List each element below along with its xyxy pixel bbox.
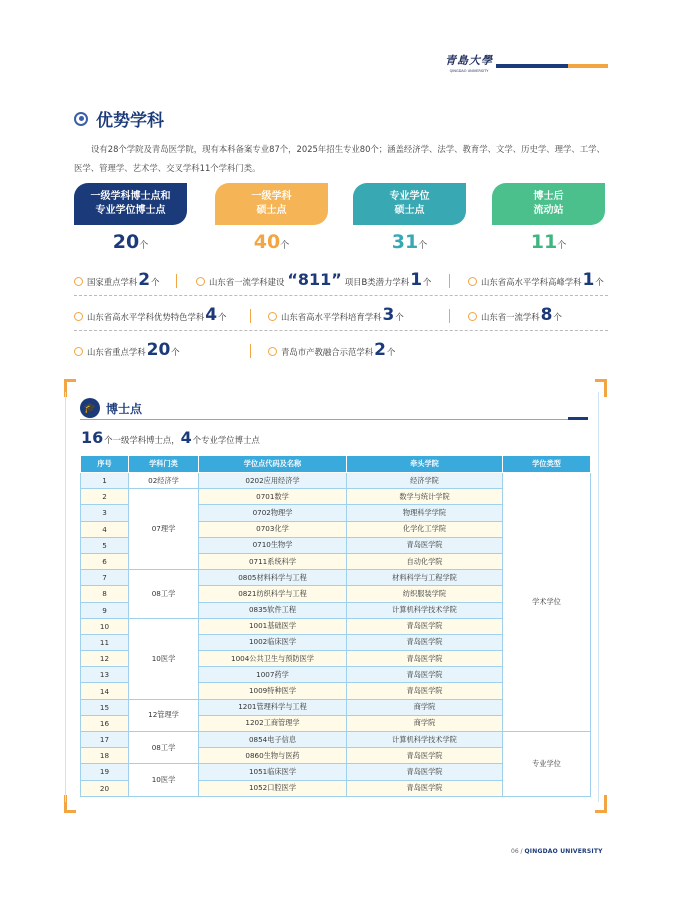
- card-label-line2: 硕士点: [256, 205, 287, 216]
- category-count-phd: [74, 231, 187, 253]
- cell-no: 2: [81, 489, 129, 505]
- cell-category: 07理学: [129, 489, 199, 570]
- circle-bullet-icon: [196, 277, 205, 286]
- cell-no: 20: [81, 780, 129, 796]
- header-bar-navy: [496, 64, 568, 68]
- cell-college: 商学院: [347, 699, 503, 715]
- cell-code: 0703化学: [199, 521, 347, 537]
- stat-label-suffix: 项目B类潜力学科: [344, 277, 410, 287]
- cell-no: 5: [81, 537, 129, 553]
- cell-category: 12管理学: [129, 699, 199, 731]
- university-logo: [443, 52, 495, 73]
- category-card-professional-master: [353, 183, 466, 225]
- stat-label: 山东省一流学科建设: [209, 277, 285, 287]
- header-bar-orange: [568, 64, 608, 68]
- stat-number: 2: [138, 270, 151, 290]
- cell-college: 计算机科学技术学院: [347, 732, 503, 748]
- count-number: 31: [391, 231, 419, 253]
- cell-college: 化学化工学院: [347, 521, 503, 537]
- circle-bullet-icon: [468, 312, 477, 321]
- cell-no: 10: [81, 618, 129, 634]
- stat-number: 1: [410, 270, 423, 290]
- stat-label: 山东省重点学科: [87, 347, 146, 357]
- cell-no: 17: [81, 732, 129, 748]
- col-header: 牵头学院: [347, 456, 503, 473]
- phd-rule: [80, 419, 570, 420]
- cell-code: 1009特种医学: [199, 683, 347, 699]
- separator: [449, 274, 450, 288]
- circle-bullet-icon: [74, 347, 83, 356]
- cell-college: 青岛医学院: [347, 764, 503, 780]
- cell-code: 0202应用经济学: [199, 473, 347, 489]
- table-header-row: [81, 456, 591, 473]
- cell-code: 0702物理学: [199, 505, 347, 521]
- cell-college: 青岛医学院: [347, 634, 503, 650]
- category-card-phd: [74, 183, 187, 225]
- stat-unit: 个: [553, 312, 562, 322]
- category-card-master: [215, 183, 328, 225]
- cell-code: 1201管理科学与工程: [199, 699, 347, 715]
- cell-college: 数学与统计学院: [347, 489, 503, 505]
- stat-label: 山东省高水平学科培育学科: [281, 312, 382, 322]
- phd-summary: [80, 428, 260, 447]
- stat-national-key: [74, 270, 159, 290]
- cell-college: 材料科学与工程学院: [347, 570, 503, 586]
- stat-unit: 个: [218, 312, 227, 322]
- cell-college: 青岛医学院: [347, 667, 503, 683]
- stat-number: 3: [382, 305, 395, 325]
- cell-code: 0701数学: [199, 489, 347, 505]
- circle-bullet-icon: [268, 312, 277, 321]
- cell-no: 19: [81, 764, 129, 780]
- cell-college: 青岛医学院: [347, 618, 503, 634]
- circle-bullet-icon: [268, 347, 277, 356]
- phd-count-professional: 4: [180, 428, 192, 447]
- section-heading: [74, 106, 164, 131]
- logo-english: QINGDAO UNIVERSITY: [449, 69, 489, 73]
- cell-code: 1202工商管理学: [199, 715, 347, 731]
- cell-college: 青岛医学院: [347, 748, 503, 764]
- phd-table: [80, 455, 591, 797]
- cell-college: 青岛医学院: [347, 780, 503, 796]
- card-label-line1: 一级学科博士点和: [90, 191, 171, 202]
- cell-college: 青岛医学院: [347, 651, 503, 667]
- intro-paragraph: 设有28个学院及青岛医学院，现有本科备案专业87个，2025年招生专业80个；涵盖经济学、法学、教育学、文学、历史学、理学、工学、医学、管理学、艺术学、交叉学科11个学科门类。: [74, 144, 605, 173]
- separator: [449, 309, 450, 323]
- cell-degree-type: 学术学位: [503, 473, 591, 732]
- cell-no: 4: [81, 521, 129, 537]
- cell-code: 1004公共卫生与预防医学: [199, 651, 347, 667]
- circle-bullet-icon: [74, 312, 83, 321]
- cell-no: 12: [81, 651, 129, 667]
- cell-category: 08工学: [129, 732, 199, 764]
- cell-category: 08工学: [129, 570, 199, 619]
- stat-highlight: “811”: [287, 270, 342, 289]
- frame-line: [598, 392, 599, 802]
- phd-summary-text: 个一级学科博士点，: [104, 435, 180, 445]
- cell-no: 16: [81, 715, 129, 731]
- card-label-line2: 流动站: [533, 205, 564, 216]
- cell-no: 11: [81, 634, 129, 650]
- cell-college: 经济学院: [347, 473, 503, 489]
- col-header: 学位类型: [503, 456, 591, 473]
- stat-peak-discipline: [468, 270, 604, 290]
- count-unit: 个: [418, 241, 428, 251]
- cell-no: 13: [81, 667, 129, 683]
- col-header: 序号: [81, 456, 129, 473]
- stat-number: 8: [540, 305, 553, 325]
- separator: [176, 274, 177, 288]
- card-label-line1: 博士后: [533, 191, 564, 202]
- logo-chinese: 青島大學: [445, 54, 493, 67]
- cell-code: 0835软件工程: [199, 602, 347, 618]
- stat-unit: 个: [386, 347, 396, 357]
- cell-college: 自动化学院: [347, 553, 503, 569]
- category-count-postdoc: [492, 231, 605, 253]
- page-footer: [511, 848, 603, 855]
- stat-integration-demo: [268, 340, 395, 360]
- section-title: 优势学科: [96, 111, 164, 131]
- card-label-line2: 专业学位博士点: [95, 205, 166, 216]
- dotted-divider: [74, 295, 608, 296]
- category-count-professional-master: [353, 231, 466, 253]
- cell-college: 商学院: [347, 715, 503, 731]
- cell-code: 1052口腔医学: [199, 780, 347, 796]
- stat-label: 国家重点学科: [87, 277, 138, 287]
- count-unit: 个: [557, 241, 567, 251]
- phd-count-academic: 16: [81, 428, 104, 447]
- stat-province-first-class: [468, 305, 562, 325]
- cell-no: 3: [81, 505, 129, 521]
- phd-title: 博士点: [106, 401, 143, 416]
- cell-no: 15: [81, 699, 129, 715]
- cell-no: 18: [81, 748, 129, 764]
- stat-advantage: [74, 305, 226, 325]
- stat-unit: 个: [423, 277, 432, 287]
- card-label-line1: 一级学科: [251, 191, 292, 202]
- cell-code: 0805材料科学与工程: [199, 570, 347, 586]
- stat-unit: 个: [395, 312, 404, 322]
- stat-number: 20: [146, 340, 171, 360]
- card-label-line1: 专业学位: [389, 191, 430, 202]
- cell-category: 10医学: [129, 764, 199, 796]
- cell-no: 1: [81, 473, 129, 489]
- separator: [250, 344, 251, 358]
- separator: [250, 309, 251, 323]
- category-card-postdoc: [492, 183, 605, 225]
- cell-code: 0711系统科学: [199, 553, 347, 569]
- footer-university-name: QINGDAO UNIVERSITY: [524, 848, 603, 855]
- cell-college: 计算机科学技术学院: [347, 602, 503, 618]
- stat-number: 1: [582, 270, 595, 290]
- cell-college: 青岛医学院: [347, 537, 503, 553]
- stat-province-key: [74, 340, 180, 360]
- cell-code: 0854电子信息: [199, 732, 347, 748]
- cell-code: 1051临床医学: [199, 764, 347, 780]
- count-number: 11: [530, 231, 558, 253]
- stat-unit: 个: [171, 347, 180, 357]
- count-unit: 个: [139, 241, 149, 251]
- circle-bullet-icon: [468, 277, 477, 286]
- stat-label: 山东省一流学科: [481, 312, 540, 322]
- cell-code: 1007药学: [199, 667, 347, 683]
- cell-no: 7: [81, 570, 129, 586]
- cell-college: 青岛医学院: [347, 683, 503, 699]
- cell-code: 1002临床医学: [199, 634, 347, 650]
- phd-heading: [80, 398, 142, 418]
- phd-rule-accent: [568, 417, 588, 420]
- frame-line: [65, 392, 66, 802]
- count-unit: 个: [280, 241, 290, 251]
- count-number: 40: [253, 231, 281, 253]
- count-number: 20: [112, 231, 140, 253]
- col-header: 学位点代码及名称: [199, 456, 347, 473]
- stat-label: 青岛市产教融合示范学科: [281, 347, 374, 357]
- stat-number: 4: [205, 305, 218, 325]
- stat-unit: 个: [595, 277, 604, 287]
- card-label-line2: 硕士点: [394, 205, 425, 216]
- circle-bullet-icon: [74, 277, 83, 286]
- cell-category: 02经济学: [129, 473, 199, 489]
- table-row: [81, 732, 591, 748]
- stat-unit: 个: [151, 277, 160, 287]
- frame-corner: [595, 379, 607, 397]
- stat-label: 山东省高水平学科优势特色学科: [87, 312, 205, 322]
- cell-college: 物理科学学院: [347, 505, 503, 521]
- cell-college: 纺织服装学院: [347, 586, 503, 602]
- cell-code: 0860生物与医药: [199, 748, 347, 764]
- category-count-master: [215, 231, 328, 253]
- cell-category: 10医学: [129, 618, 199, 699]
- table-row: [81, 473, 591, 489]
- stat-811-project: [196, 270, 431, 290]
- cell-no: 6: [81, 553, 129, 569]
- cell-code: 0710生物学: [199, 537, 347, 553]
- cell-no: 14: [81, 683, 129, 699]
- cell-degree-type: 专业学位: [503, 732, 591, 797]
- stat-number: 2: [374, 340, 386, 360]
- stat-cultivation: [268, 305, 404, 325]
- col-header: 学科门类: [129, 456, 199, 473]
- dotted-divider: [74, 330, 608, 331]
- page-number: 06 /: [511, 848, 523, 855]
- cell-no: 9: [81, 602, 129, 618]
- phd-summary-text: 个专业学位博士点: [192, 435, 260, 445]
- cell-code: 1001基础医学: [199, 618, 347, 634]
- stat-label: 山东省高水平学科高峰学科: [481, 277, 582, 287]
- graduation-cap-icon: 🎓: [80, 398, 100, 418]
- frame-corner: [595, 795, 607, 813]
- cell-no: 8: [81, 586, 129, 602]
- cell-code: 0821纺织科学与工程: [199, 586, 347, 602]
- ring-bullet-icon: [74, 112, 88, 126]
